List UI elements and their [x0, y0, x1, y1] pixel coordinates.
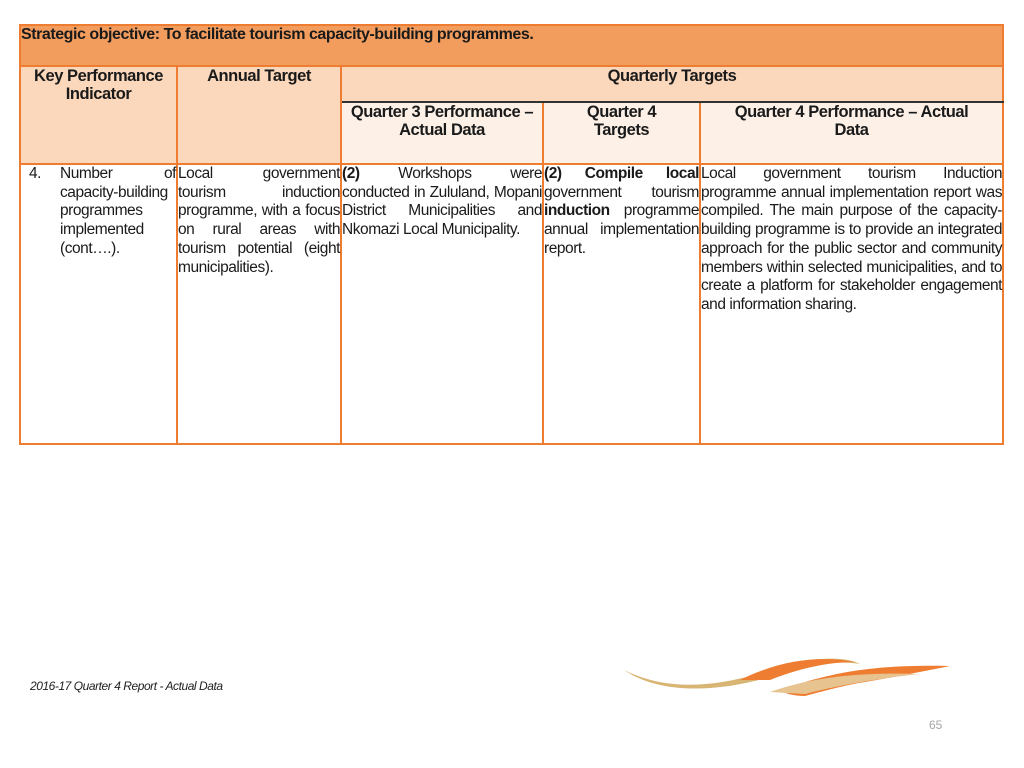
q4-actual-cell: Local government tourism Induction programme annual implementation report was compiled. The main purpose of the capacity-building programme is to provide an integrated approach for the public sector and community members within selected municipalities, and to create a platform for stakeholder engagement and information sharing.	[700, 164, 1003, 444]
header-q4-targets: Quarter 4 Targets	[543, 102, 700, 164]
q3-actual-cell	[341, 164, 543, 444]
kpi-cell	[20, 164, 177, 444]
q4-target-cell	[543, 164, 700, 444]
page-number: 65	[929, 718, 943, 732]
header-quarterly-targets: Quarterly Targets	[341, 66, 1003, 102]
q4-target-bold-1: (2) Compile local	[544, 165, 699, 182]
report-footer-label: 2016-17 Quarter 4 Report - Actual Data	[30, 679, 223, 693]
kpi-number: 4.	[29, 165, 42, 182]
q4-target-text-1: government tourism	[544, 183, 699, 201]
strategic-objective-title: Strategic objective: To facilitate tourism capacity-building programmes.	[20, 25, 1003, 66]
strategic-objective-table	[19, 24, 1004, 445]
header-q3-actual: Quarter 3 Performance – Actual Data	[341, 102, 543, 164]
header-annual-target: Annual Target	[177, 66, 341, 164]
q3-text: Workshops were conducted in Zululand, Mopani District Municipalities and Nkomazi Local Municipality.	[342, 165, 542, 239]
swoosh-logo-icon	[620, 650, 955, 700]
q4-target-text-2: programme annual implementation report.	[544, 202, 699, 257]
kpi-text: Number of capacity-building programmes implemented (cont….).	[60, 165, 176, 257]
header-q4-actual: Quarter 4 Performance – Actual Data	[700, 102, 1003, 164]
header-kpi: Key Performance Indicator	[20, 66, 177, 164]
q4-target-bold-2: induction	[544, 202, 610, 220]
annual-target-cell: Local government tourism induction programme, with a focus on rural areas with tourism potential (eight municipalities).	[177, 164, 341, 444]
q3-count: (2)	[342, 165, 360, 182]
